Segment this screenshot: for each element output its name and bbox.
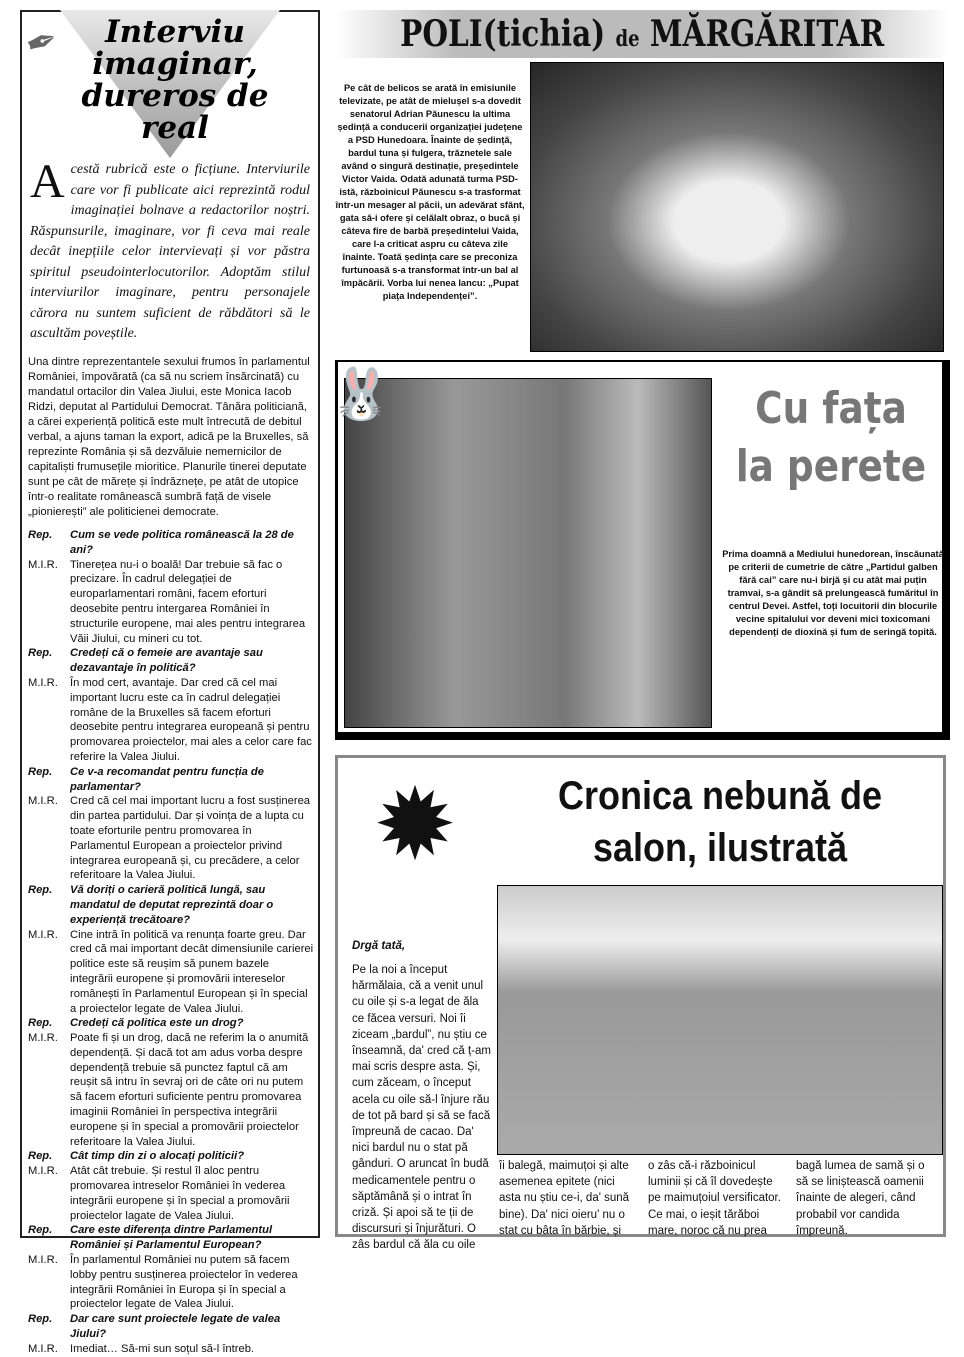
- rabbit-cartoon-icon: 🐰: [330, 366, 393, 422]
- qa-text: Vă doriți o carieră politică lungă, sau mandatul de deputat reprezintă doar o experiență trecătoare?: [70, 884, 274, 926]
- qa-text: Credeți că politica este un drog?: [70, 1017, 244, 1030]
- qa-row: [28, 1312, 314, 1342]
- qa-text: Cum se vede politica românească la 28 de ani?: [70, 529, 294, 556]
- qa-text: În parlamentul României nu putem să facem lobby pentru susținerea proiectelor în vederea integrării României în Europa și în special a proiectelor legate de Valea Jiului.: [70, 1254, 298, 1311]
- qa-speaker: M.I.R.: [28, 795, 58, 808]
- section-banner: [335, 10, 950, 58]
- qa-row: [28, 646, 314, 676]
- qa-row: [28, 1164, 314, 1223]
- qa-text: Cine intră în politică va renunța foarte greu. Dar cred că mai important decât dimensiunile carierei politice este să reușim să punem bazele integrării europene și promovării intereselor românești în Parlamentul European și în special a proiectelor legate de Valea Jiului.: [70, 928, 314, 1015]
- qa-row: [28, 794, 314, 883]
- qa-speaker: Rep.: [28, 765, 53, 778]
- qa-row: [28, 765, 314, 795]
- banner-title: [400, 10, 884, 63]
- banner-title-a: POLI(tichia): [400, 13, 606, 55]
- middle-text: Prima doamnă a Mediului hunedorean, înscăunată pe criterii de cumetrie de către „Partidul galben fără cai” care nu-i birjă și cu atât mai puțin tramvai, s-a gândit să prelungească fumăritul în centrul Devei. Astfel, toți locuitorii din blocurile vecine spitalului vor deveni mici toxicomani dependenți de dioxină și fum de seringă topită.: [722, 549, 944, 637]
- qa-text: În mod cert, avantaje. Dar cred că cel mai important lucru este ca în cadrul delegației române de la Bruxelles să facem eforturi deosebite pentru integrarea europeană și pentru promovarea proiectelor, mai ales a celor care fac referire la Valea Jiului.: [70, 676, 312, 763]
- qa-speaker: M.I.R.: [28, 676, 58, 689]
- qa-row: [28, 1253, 314, 1312]
- qa-row: [28, 1016, 314, 1031]
- pope-costume-photo: [530, 62, 944, 352]
- qa-text: Dar care sunt proiectele legate de valea Jiului?: [70, 1313, 281, 1341]
- interview-content: [19, 10, 320, 1355]
- qa-speaker: M.I.R.: [28, 928, 58, 941]
- qa-text: Imediat… Să-mi sun soțul să-l întreb.: [70, 1342, 255, 1355]
- qa-row: [28, 1031, 314, 1149]
- qa-speaker: Rep.: [28, 884, 53, 897]
- qa-list: [28, 528, 314, 1357]
- pen-icon: ✒: [19, 17, 65, 69]
- qa-text: Tinerețea nu-i o boală! Dar trebuie să fac o precizare. În cadrul delegației de europarlamentari români, facem eforturi deosebite pentru intergarea României în structurile europene, mai ales pentru integrarea Văii Jiului, cu mineri cu tot.: [70, 558, 306, 645]
- drop-cap: A: [30, 155, 65, 208]
- letter-col-3: o zâs că-i războinicul luminii și că îl dovedește pe maimuțoiul versificator. Ce mai, o ieșit tărăboi mare, noroc că nu prea: [648, 1160, 781, 1237]
- qa-row: [28, 928, 314, 1017]
- letter-col-2: îi balegă, maimuțoi și alte asemenea epitete (nici asta nu știu ce-i, da' sună bine). Da' nici oieru' nu o stat cu bâta în bărbie, și: [499, 1160, 630, 1237]
- qa-row: [28, 528, 314, 558]
- qa-text: Poate fi și un drog, dacă ne referim la o anumită dependență. Și dacă tot am adus vorba despre dependență trebuie să punctez faptul că am reușit să intru în sevraj ori de câte ori nu putem să facem eforturi suficiente pentru promovarea imaginii României în perspectiva integrării europene și în special a promovării proiectelor referitoare la Valea Jiului.: [70, 1032, 309, 1148]
- qa-text: Ce v-a recomandat pentru funcția de parlamentar?: [70, 765, 264, 793]
- qa-text: Care este diferența dintre Parlamentul României și Parlamentul European?: [70, 1224, 273, 1252]
- qa-speaker: Rep.: [28, 1017, 53, 1030]
- banner-title-c: MĂRGĂRITAR: [650, 13, 885, 55]
- qa-row: [28, 676, 314, 765]
- qa-row: [28, 1149, 314, 1164]
- qa-row: [28, 1342, 314, 1357]
- middle-title: Cu fața la perete: [735, 383, 927, 492]
- qa-text: Atât cât trebuie. Și restul îl aloc pentru promovarea intreselor României în vederea integrării europene și în special a promovării proiectelor lagate de Valea Jiului.: [70, 1165, 290, 1222]
- qa-speaker: M.I.R.: [28, 1254, 58, 1267]
- qa-speaker: M.I.R.: [28, 1032, 58, 1045]
- qa-row: [28, 883, 314, 927]
- lead-paragraph: Una dintre reprezentantele sexului frumos în parlamentul României, împovărată (ca să nu scriem însărcinată) cu mandatul ortacilor din Valea Jiului, este Monica Iacob Ridzi, deputat al Partidului Democrat. Tânăra politiciană, a cărei experiență politică este mult întrecută de debitul verbal, a ajuns taman la export, adică pe la Bruxelles, să reprezinte România și să dezvăluie nemernicilor de capitaliști frumusețile mioritice. Planurile tinerei deputate sunt pe cât de mărețe și îndrăznețe, pe atât de utopice într-o realitate românească sumbră față de visele „pionierești” ale politicienei democrate.: [28, 356, 310, 518]
- shepherd-photo: [497, 885, 943, 1155]
- banner-title-b: de: [615, 26, 640, 52]
- intro-text: [30, 155, 310, 345]
- qa-speaker: M.I.R.: [28, 1342, 58, 1355]
- qa-row: [28, 558, 314, 647]
- qa-speaker: Rep.: [28, 1313, 53, 1326]
- bottom-title: Cronica nebună de salon, ilustrată: [557, 774, 883, 870]
- qa-speaker: Rep.: [28, 647, 53, 660]
- intro-body: cestă rubrică este o ficțiune. Interviurile care vor fi publicate aici reprezintă rodul imaginației bolnave a redactorilor noștri. Răspunsurile, imaginare, vor fi ceva mai reale decât inepțiile celor intervievați și vor păstra spiritul pseudointerlocutorilor. Adoptăm stilul interviurilor imaginare, pentru personajele cărora nu suntem suficient de răbdători să le ascultăm poveștile.: [30, 162, 310, 341]
- qa-speaker: Rep.: [28, 1150, 53, 1163]
- qa-speaker: M.I.R.: [28, 558, 58, 571]
- qa-text: Cred că cel mai important lucru a fost susținerea din partea partidului. Dar și voința de a lupta cu toate eforturile pentru promovarea în Parlamentul European a proiectelor privind integrarea europeană și, cu precădere, a celor referitoare la Valea Jiului.: [70, 795, 311, 882]
- qa-speaker: Rep.: [28, 1224, 53, 1237]
- qa-text: Credeți că o femeie are avantaje sau dezavantaje în politică?: [70, 647, 263, 675]
- margaritar-text: Pe cât de belicos se arată în emisiunile televizate, pe atât de mielușel s-a dovedit senatorul Adrian Păunescu la ultima ședință a conducerii organizației județene a PSD Hunedoara. Înainte de ședință, bardul tuna și fulgera, trăznetele sale având o singură destinație, președintele Victor Vaida. Odată adunată turma PSD-istă, războinicul Păunescu s-a trasformat într-un mesager al păcii, un adevărat sfânt, gata să-i ofere și celălalt obraz, o bucă și câteva fire de barbă președintelui Vaida, care l-a criticat aspru cu câteva zile înainte. Toată ședința care se preconiza furtunoasă s-a transformat într-un bal al împăcării. Vorba lui nenea Iancu: „Pupat piața Independenței”.: [335, 83, 525, 301]
- letter-col-1: Pe la noi a început hărmălaia, că a venit unul cu oile și s-a legat de ăla ce făcea versuri. Noi îi ziceam „bardul”, nu știu ce înseamnă, da' cred că ț-am mai scris despre asta. Și, cum zăceam, o început acela cu oile să-l înjure rău de tot pă bard și să se facă împreună de cacao. Da' nici bardul nu o stat pă gânduri. O aruncat în budă medicamentele pentru o săptămână și o intrat în criză. Și apoi să te ții de discursuri și înjurături. O zâs bardul că ăla cu oile: [352, 964, 491, 1252]
- letter-salutation: Drgă tată,: [352, 940, 406, 952]
- qa-speaker: M.I.R.: [28, 1165, 58, 1178]
- interview-title: Interviu imaginar, dureros de real: [81, 14, 269, 146]
- letter-col-4: bagă lumea de samă și o să se liniștească oamenii înainte de alegeri, când probabil vor candida împreună.: [796, 1160, 925, 1237]
- woman-shoveling-photo: [344, 378, 712, 728]
- qa-text: Cât timp din zi o alocați politicii?: [70, 1150, 245, 1163]
- monster-cartoon-icon: ✹: [373, 769, 457, 881]
- qa-speaker: Rep.: [28, 529, 53, 541]
